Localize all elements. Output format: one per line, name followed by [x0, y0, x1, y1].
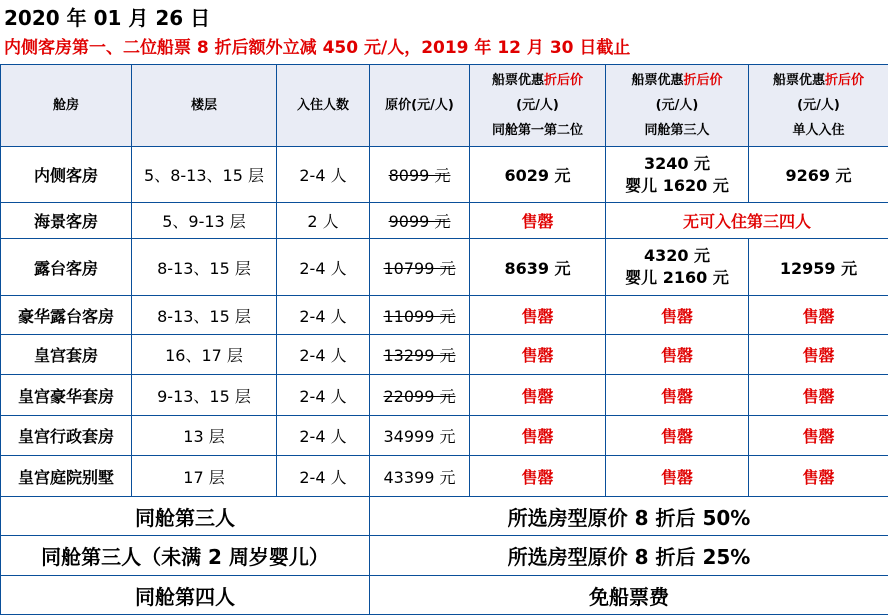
cell-price-first-second: 售罄 — [470, 203, 606, 239]
cell-price-first-second: 售罄 — [470, 375, 606, 416]
cell-room: 露台客房 — [1, 239, 132, 296]
table-row — [1, 416, 888, 456]
cell-price-third — [606, 239, 749, 296]
cell-original-price: 22099 元 — [370, 375, 470, 416]
cell-price-third: 售罄 — [606, 456, 749, 497]
col-header-room: 舱房 — [1, 65, 132, 147]
header-highlight: 折后价 — [825, 73, 865, 88]
cell-room: 皇宫套房 — [1, 335, 132, 375]
header-unit: (元/人) — [516, 98, 559, 113]
cell-floor: 5、8-13、15 层 — [132, 147, 277, 203]
cell-floor: 8-13、15 层 — [132, 296, 277, 335]
cell-original-price: 11099 元 — [370, 296, 470, 335]
table-row — [1, 239, 888, 296]
cell-price-third: 售罄 — [606, 296, 749, 335]
cell-room: 豪华露台客房 — [1, 296, 132, 335]
header-desc: 同舱第三人 — [644, 123, 710, 138]
cell-price-third — [606, 147, 749, 203]
cell-room: 皇宫庭院别墅 — [1, 456, 132, 497]
cell-price-first-second: 售罄 — [470, 335, 606, 375]
cell-price-single: 售罄 — [749, 416, 888, 456]
cell-price-single: 售罄 — [749, 335, 888, 375]
cell-original-price: 34999 元 — [370, 416, 470, 456]
fare-table — [0, 64, 888, 615]
cell-price-single: 售罄 — [749, 375, 888, 416]
cell-occupancy: 2-4 人 — [277, 416, 370, 456]
cell-price-single: 12959 元 — [749, 239, 888, 296]
cell-original-price: 13299 元 — [370, 335, 470, 375]
cell-original-price: 10799 元 — [370, 239, 470, 296]
cell-original-price: 43399 元 — [370, 456, 470, 497]
cell-room: 海景客房 — [1, 203, 132, 239]
footer-value: 所选房型原价 8 折后 25% — [370, 536, 888, 576]
cell-price-first-second: 6029 元 — [470, 147, 606, 203]
footer-value: 免船票费 — [370, 576, 888, 615]
table-row — [1, 497, 888, 536]
header-unit: (元/人) — [655, 98, 699, 113]
table-row — [1, 576, 888, 615]
cell-occupancy: 2-4 人 — [277, 296, 370, 335]
promo-notice: 内侧客房第一、二位船票 8 折后额外立减 450 元/人，2019 年 12 月 30 日截止 — [4, 38, 631, 58]
header-desc: 同舱第一第二位 — [491, 123, 583, 138]
col-header-occupancy: 入住人数 — [277, 65, 370, 147]
header-highlight: 折后价 — [683, 73, 723, 88]
table-row — [1, 536, 888, 576]
cell-floor: 5、9-13 层 — [132, 203, 277, 239]
cell-floor: 8-13、15 层 — [132, 239, 277, 296]
header-highlight: 折后价 — [544, 73, 584, 88]
price-infant: 婴儿 1620 元 — [625, 175, 729, 195]
col-header-price-third — [606, 65, 749, 147]
cell-price-first-second: 售罄 — [470, 296, 606, 335]
header-desc: 单人入住 — [792, 123, 845, 138]
cell-price-third: 售罄 — [606, 335, 749, 375]
cell-price-single: 售罄 — [749, 296, 888, 335]
page-date: 2020 年 01 月 26 日 — [4, 6, 211, 30]
cell-occupancy: 2-4 人 — [277, 147, 370, 203]
footer-label: 同舱第四人 — [1, 576, 370, 615]
cell-floor: 16、17 层 — [132, 335, 277, 375]
cell-occupancy: 2-4 人 — [277, 239, 370, 296]
header-prefix: 船票优惠 — [631, 73, 684, 88]
cell-price-single: 9269 元 — [749, 147, 888, 203]
footer-label: 同舱第三人 — [1, 497, 370, 536]
header-prefix: 船票优惠 — [491, 73, 544, 88]
footer-label: 同舱第三人（未满 2 周岁婴儿） — [1, 536, 370, 576]
cell-original-price: 9099 元 — [370, 203, 470, 239]
cell-room: 皇宫豪华套房 — [1, 375, 132, 416]
cell-occupancy: 2-4 人 — [277, 456, 370, 497]
cell-occupancy: 2-4 人 — [277, 335, 370, 375]
price-infant: 婴儿 2160 元 — [625, 268, 729, 287]
header-prefix: 船票优惠 — [772, 73, 825, 88]
table-row — [1, 147, 888, 203]
header-unit: (元/人) — [797, 98, 840, 113]
cell-floor: 9-13、15 层 — [132, 375, 277, 416]
table-row — [1, 375, 888, 416]
col-header-price-single — [749, 65, 888, 147]
col-header-original-price: 原价(元/人) — [370, 65, 470, 147]
cell-price-first-second: 8639 元 — [470, 239, 606, 296]
price-adult: 4320 元 — [643, 246, 711, 265]
price-adult: 3240 元 — [643, 153, 711, 173]
cell-floor: 17 层 — [132, 456, 277, 497]
col-header-price-first-second — [470, 65, 606, 147]
cell-floor: 13 层 — [132, 416, 277, 456]
cell-price-third: 售罄 — [606, 416, 749, 456]
cell-price-third: 售罄 — [606, 375, 749, 416]
table-row — [1, 335, 888, 375]
footer-value: 所选房型原价 8 折后 50% — [370, 497, 888, 536]
table-row — [1, 456, 888, 497]
cell-original-price: 8099 元 — [370, 147, 470, 203]
cell-room: 皇宫行政套房 — [1, 416, 132, 456]
cell-price-first-second: 售罄 — [470, 456, 606, 497]
cell-occupancy: 2 人 — [277, 203, 370, 239]
cell-price-single: 售罄 — [749, 456, 888, 497]
cell-price-first-second: 售罄 — [470, 416, 606, 456]
table-row — [1, 203, 888, 239]
table-row — [1, 296, 888, 335]
cell-occupancy: 2-4 人 — [277, 375, 370, 416]
cell-no-third-fourth: 无可入住第三四人 — [606, 203, 888, 239]
cell-room: 内侧客房 — [1, 147, 132, 203]
col-header-floor: 楼层 — [132, 65, 277, 147]
